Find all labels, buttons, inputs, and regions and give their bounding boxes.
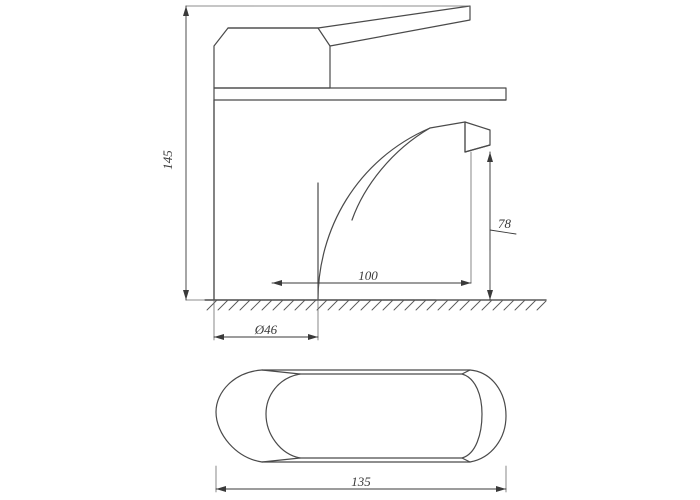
dimension-label-height-total: 145 (160, 150, 175, 170)
dimension-label-spout-reach: 100 (358, 268, 378, 283)
base-column (214, 100, 318, 300)
dimension-label-spout-height: 78 (498, 216, 511, 231)
top-view-outline (216, 370, 506, 462)
lever-handle-outline (214, 6, 470, 88)
dimension-label-base-diameter: Ø46 (254, 322, 278, 337)
counter-hatch (207, 300, 546, 310)
aerator-outlet (465, 145, 490, 152)
spout-curve (318, 122, 490, 300)
dimension-label-body-length: 135 (351, 474, 371, 489)
dimension-lines (183, 6, 506, 492)
extension-lines (186, 6, 546, 492)
